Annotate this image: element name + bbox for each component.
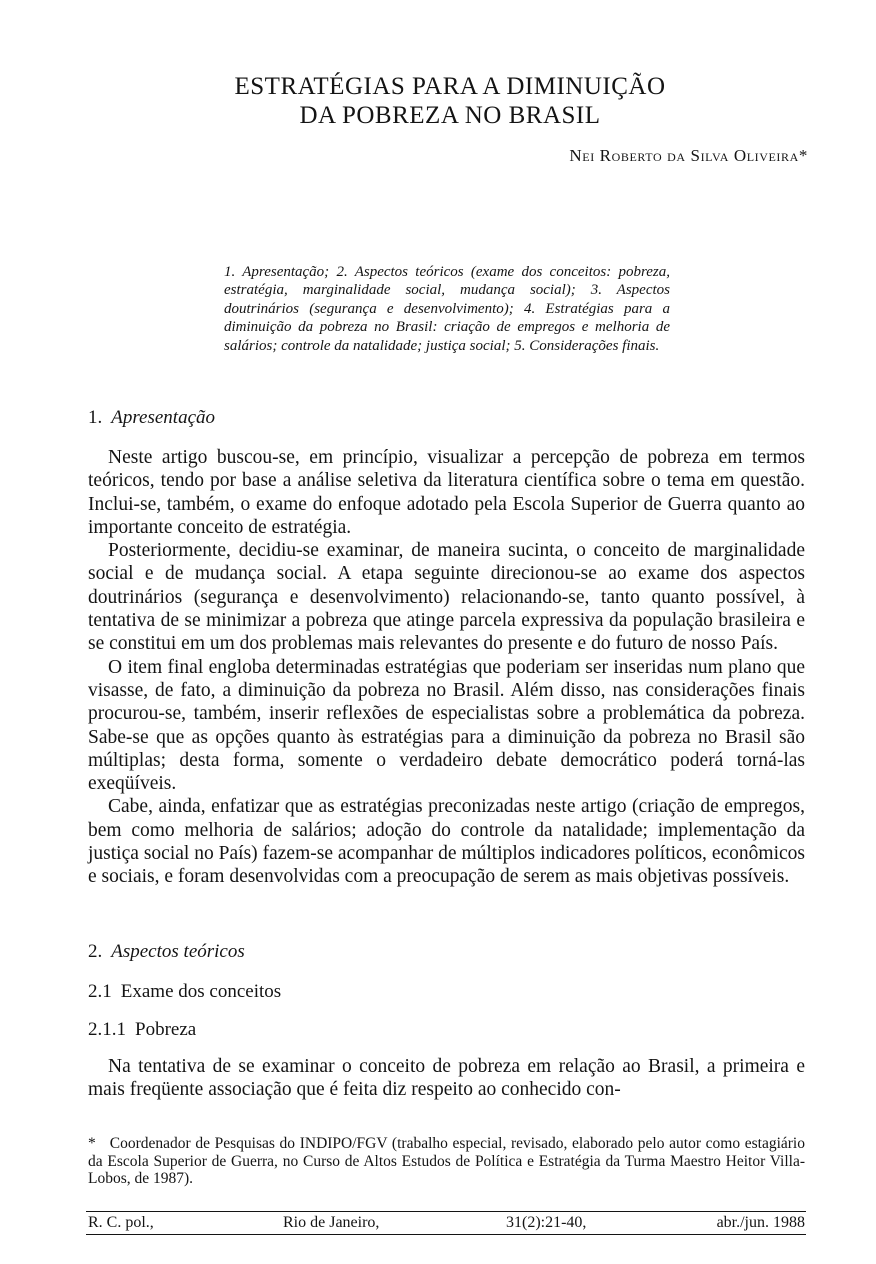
title-line-1: ESTRATÉGIAS PARA A DIMINUIÇÃO — [234, 73, 666, 100]
footer-rule-top — [86, 1211, 806, 1212]
section-title: Apresentação — [111, 407, 216, 428]
footnote-mark: * — [88, 1135, 96, 1152]
paragraph: Neste artigo buscou-se, em princípio, visualizar a percepção de pobreza em termos teóricos, tendo por base a análise seletiva da literatura científica sobre o tema em questão. Inclui-se, também, o exame do enfoque adotado pela Escola Superior de Guerra quanto ao importante conceito de estratégia. — [88, 447, 805, 538]
section-title: Aspectos teóricos — [111, 941, 245, 962]
paragraph: Posteriormente, decidiu-se examinar, de maneira sucinta, o conceito de marginalidade social e de mudança social. A etapa seguinte direcionou-se ao exame dos aspectos doutrinários (segurança e desenvolvimento) relacionando-se, tanto quanto possível, à tentativa de se minimizar a pobreza que atinge parcela expressiva da população brasileira e se constitui em um dos problemas mais relevantes do presente e do futuro de nosso País. — [88, 540, 805, 655]
section-number: 1. — [88, 407, 103, 428]
footnote-text: Coordenador de Pesquisas do INDIPO/FGV (trabalho especial, revisado, elaborado pelo autor como estagiário da Escola Superior de Guerra, no Curso de Altos Estudos de Política e Estratégia da Turma Maestro Heitor Villa-Lobos, de 1987). — [88, 1135, 805, 1187]
subsection-number: 2.1.1 — [88, 1019, 126, 1040]
footer-rule-bottom — [86, 1234, 806, 1235]
subsection-2-1-heading — [88, 981, 281, 1003]
author-name: Nei Roberto da Silva Oliveira* — [569, 146, 808, 165]
footer-issue: 31(2):21-40, — [506, 1214, 587, 1231]
article-summary: 1. Apresentação; 2. Aspectos teóricos (exame dos conceitos: pobreza, estratégia, marginalidade social, mudança social); 3. Aspectos doutrinários (segurança e desenvolvimento); 4. Estratégias para a diminuição da pobreza no Brasil: criação de empregos e melhoria de salários; controle da natalidade; justiça social; 5. Considerações finais. — [224, 264, 670, 354]
paragraph: Cabe, ainda, enfatizar que as estratégias preconizadas neste artigo (criação de empregos, bem como melhoria de salários; adoção do controle da natalidade; implementação da justiça social no País) fazem-se acompanhar de múltiplos indicadores políticos, econômicos e sociais, e foram desenvolvidas com a preocupação de serem as mais objetivas possíveis. — [88, 796, 805, 888]
title-line-2: DA POBREZA NO BRASIL — [299, 102, 601, 129]
footer-date: abr./jun. 1988 — [716, 1214, 805, 1231]
section-1-heading — [88, 407, 215, 429]
section-2-heading — [88, 941, 245, 963]
footnote — [88, 1135, 805, 1188]
section-number: 2. — [88, 941, 103, 962]
subsection-2-1-1-heading — [88, 1019, 196, 1041]
subsection-title: Exame dos conceitos — [120, 981, 282, 1002]
section-2-body — [88, 1055, 805, 1102]
section-1-body — [88, 446, 805, 889]
footer-journal: R. C. pol., — [88, 1214, 154, 1231]
article-title — [150, 72, 750, 130]
paragraph: O item final engloba determinadas estratégias que poderiam ser inseridas num plano que visasse, de fato, a diminuição da pobreza no Brasil. Além disso, nas considerações finais procurou-se, também, inserir reflexões de especialistas sobre a problemática da pobreza. Sabe-se que as opções quanto às estratégias para a diminuição da pobreza no Brasil são múltiplas; desta forma, somente o verdadeiro debate democrático poderá torná-las exeqüíveis. — [88, 656, 805, 795]
footer-city: Rio de Janeiro, — [283, 1214, 380, 1231]
subsection-title: Pobreza — [135, 1019, 197, 1040]
paragraph: Na tentativa de se examinar o conceito de pobreza em relação ao Brasil, a primeira e mais freqüente associação que é feita diz respeito ao conhecido con- — [88, 1056, 805, 1101]
subsection-number: 2.1 — [88, 981, 112, 1002]
